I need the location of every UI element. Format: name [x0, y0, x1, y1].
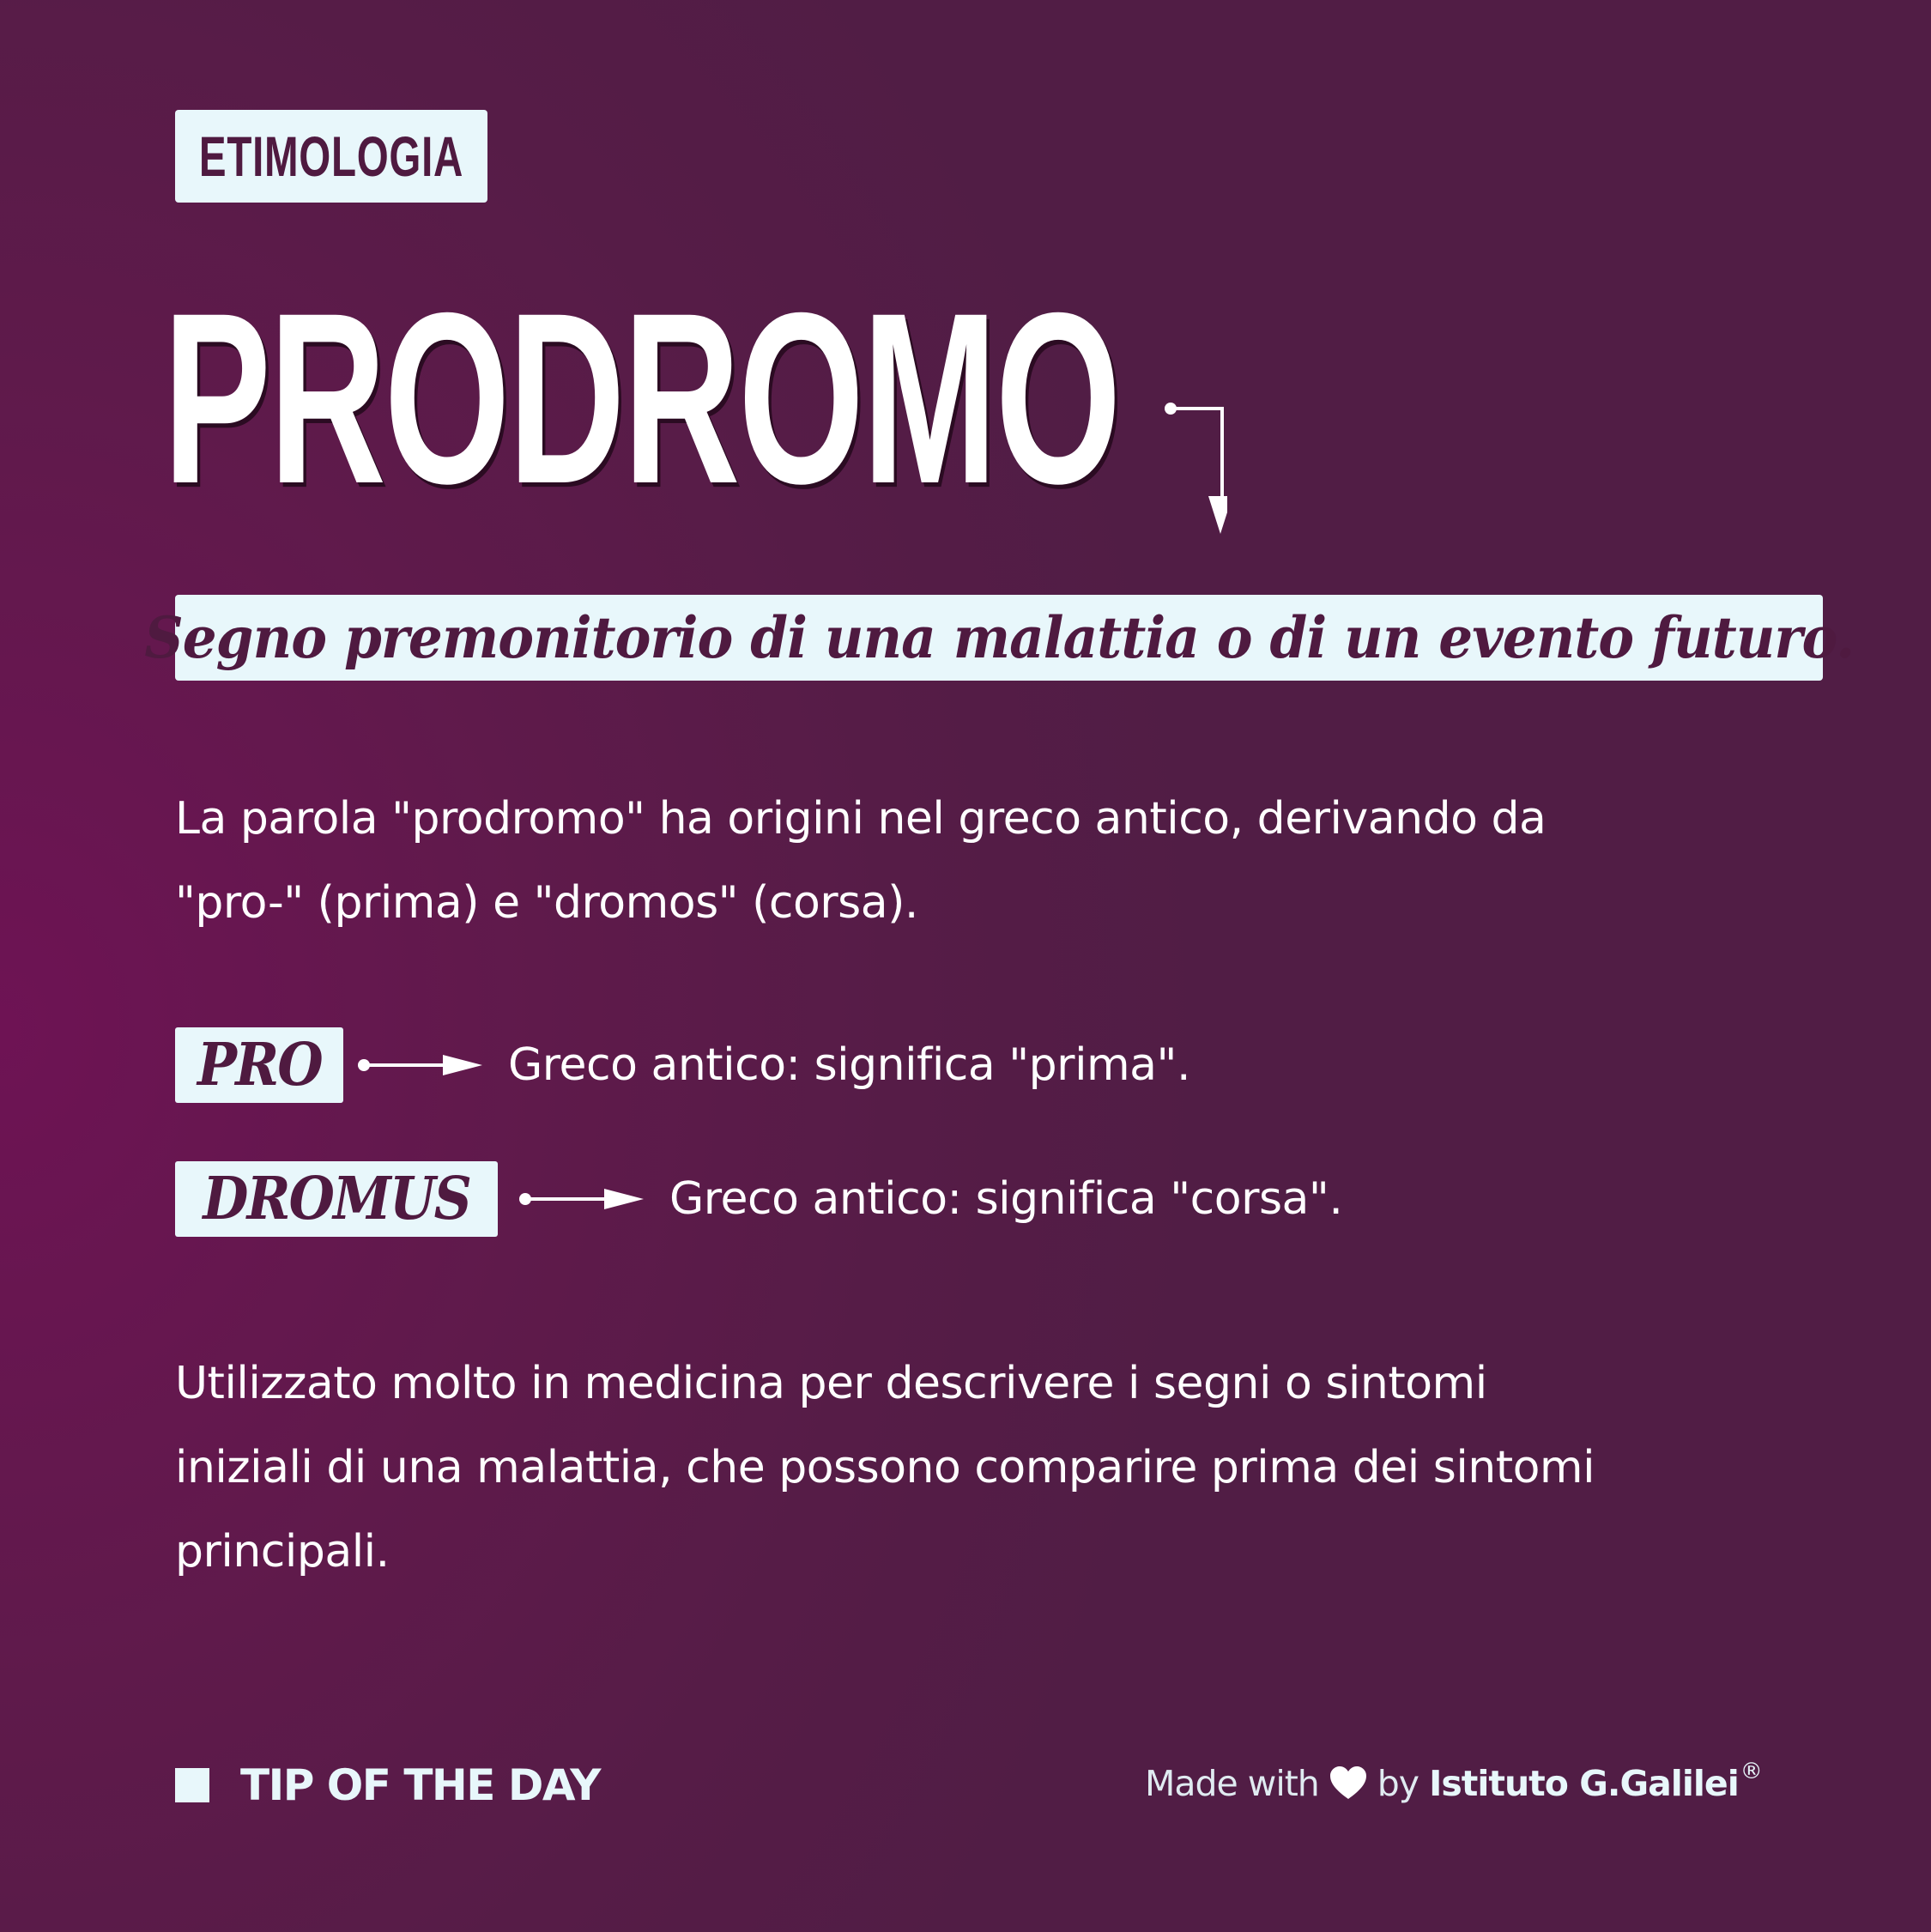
made-with-label: Made with — [1145, 1763, 1319, 1804]
root-term-box — [175, 1027, 343, 1103]
footer-credit — [1145, 1759, 1763, 1808]
root-term-box — [175, 1161, 498, 1237]
by-label: by — [1377, 1763, 1419, 1804]
intro-line: La parola "prodromo" ha origini nel greco antico, derivando da — [175, 793, 1547, 845]
right-arrow-icon — [357, 1048, 482, 1082]
category-tag-label: ETIMOLOGIA — [198, 124, 464, 188]
square-bullet-icon — [175, 1768, 209, 1802]
headword-text: PRODROMO — [163, 261, 1120, 535]
root-row-dromus — [175, 1160, 1342, 1238]
root-term: DROMUS — [203, 1165, 470, 1233]
heart-icon — [1329, 1766, 1367, 1801]
usage-paragraph — [175, 1341, 1806, 1594]
corner-arrow-icon — [1159, 397, 1227, 546]
root-row-pro — [175, 1027, 1190, 1104]
registered-mark: ® — [1740, 1759, 1763, 1784]
root-term: PRO — [197, 1031, 322, 1099]
usage-line: principali. — [175, 1526, 390, 1578]
footer-label — [175, 1761, 600, 1809]
right-arrow-icon — [518, 1182, 644, 1216]
brand-name: Istituto G.Galilei — [1429, 1763, 1739, 1804]
headword — [163, 261, 1133, 535]
definition-text: Segno premonitorio di una malattia o di un evento futuro. — [144, 604, 1854, 671]
definition-banner — [144, 595, 1854, 681]
tip-of-the-day-label: TIP OF THE DAY — [240, 1760, 600, 1810]
intro-paragraph — [175, 777, 1806, 945]
intro-line: "pro-" (prima) e "dromos" (corsa). — [175, 877, 918, 929]
root-meaning: Greco antico: significa "corsa". — [669, 1173, 1343, 1225]
category-tag — [175, 110, 487, 203]
usage-line: iniziali di una malattia, che possono comparire prima dei sintomi — [175, 1442, 1595, 1493]
usage-line: Utilizzato molto in medicina per descrivere i segni o sintomi — [175, 1358, 1487, 1409]
root-meaning: Greco antico: significa "prima". — [508, 1039, 1190, 1091]
